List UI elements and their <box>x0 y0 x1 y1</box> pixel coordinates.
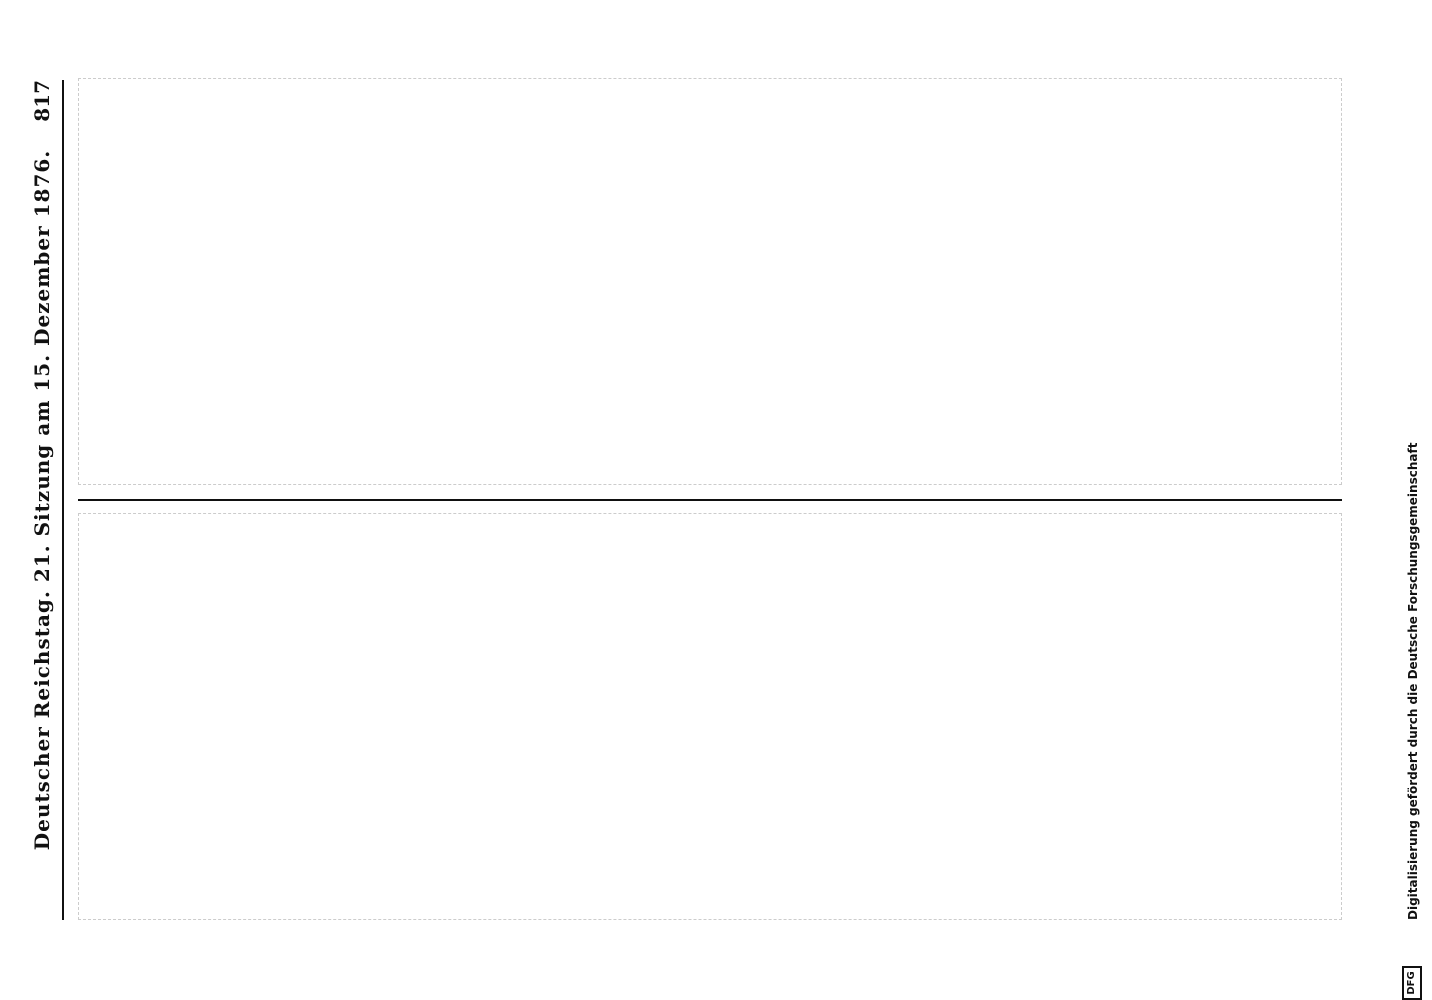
text-column-left <box>78 513 1342 920</box>
column-divider <box>78 499 1342 501</box>
digitization-notice: Digitalisierung gefördert durch die Deutsche Forschungsgemeinschaft <box>1406 442 1420 920</box>
page-header <box>30 80 64 920</box>
running-title: Deutscher Reichstag. 21. Sitzung am 15. Dezember 1876. <box>30 149 54 851</box>
page-number: 817 <box>30 80 54 122</box>
text-column-right <box>78 78 1342 485</box>
dfg-logo-icon: DFG <box>1402 966 1422 1000</box>
